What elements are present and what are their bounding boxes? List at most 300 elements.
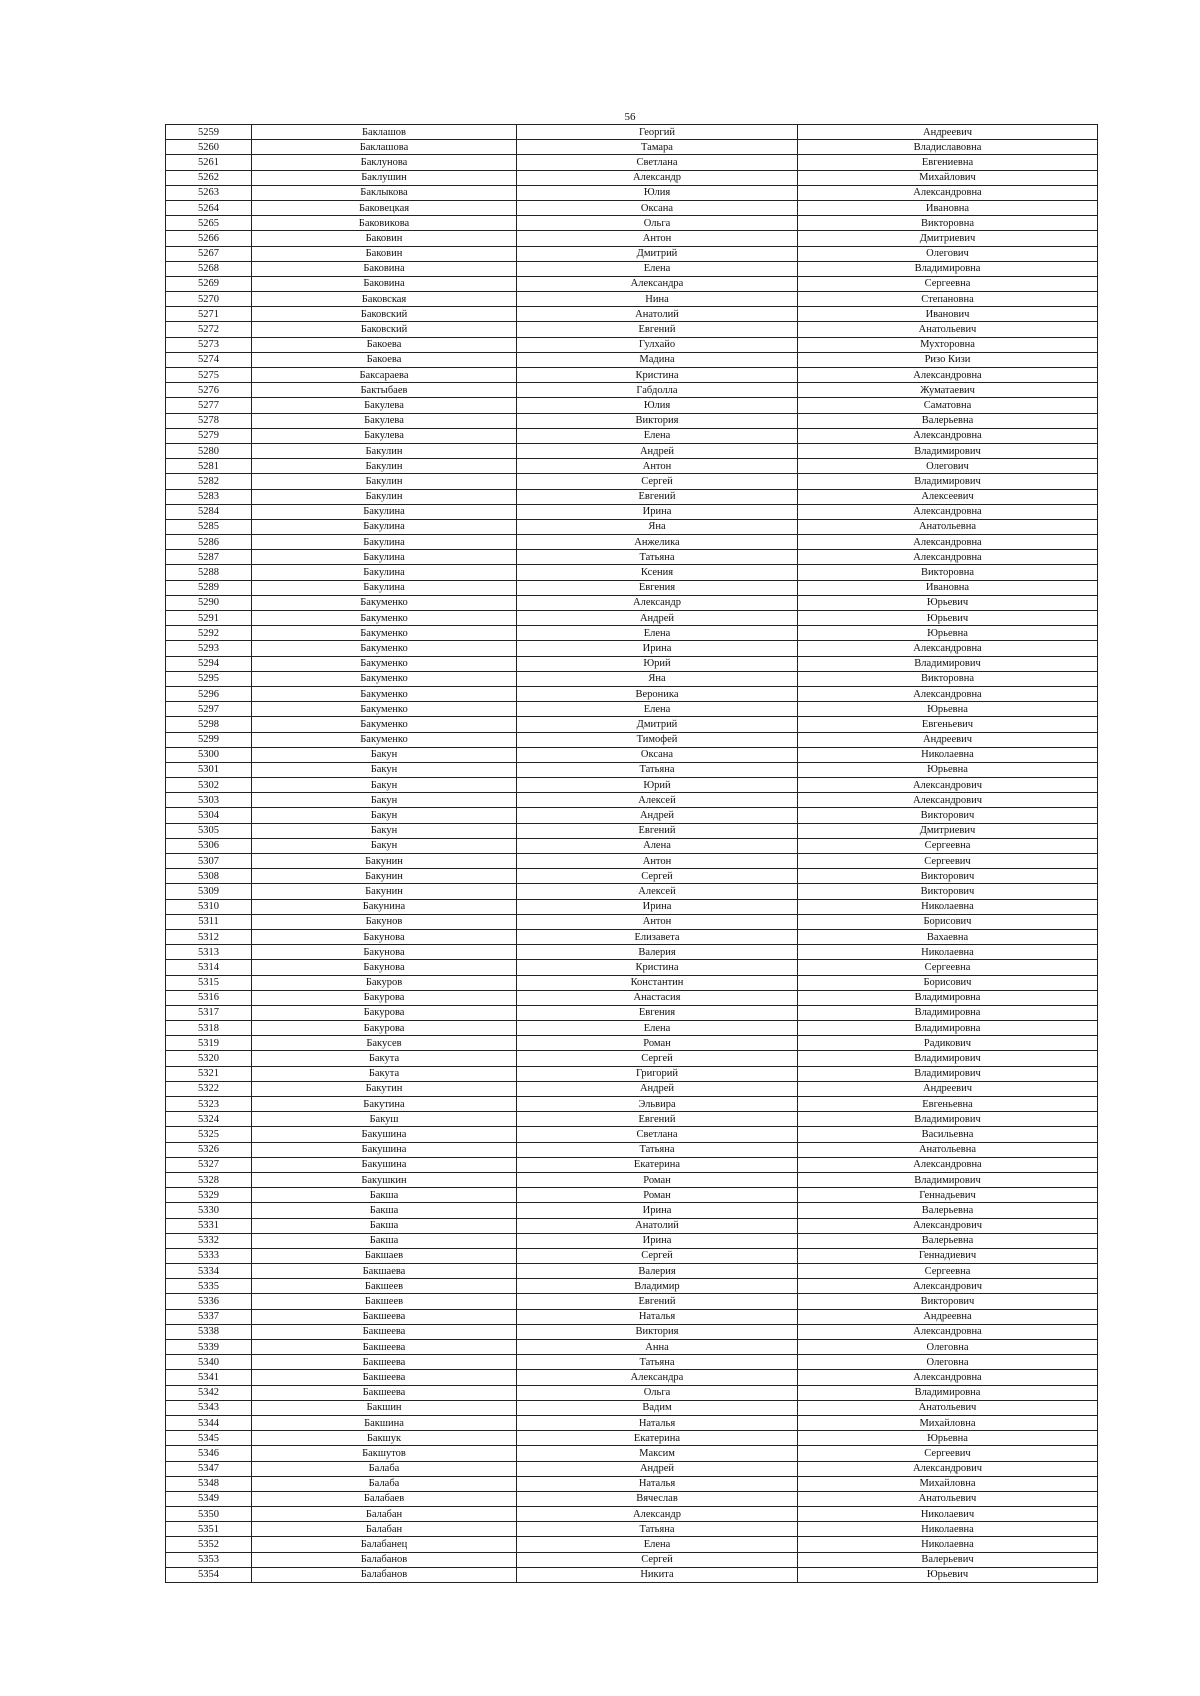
cell-first-name: Виктория bbox=[517, 1324, 798, 1339]
cell-row-number: 5323 bbox=[166, 1097, 252, 1112]
cell-patronymic: Сергеевич bbox=[798, 1446, 1098, 1461]
cell-first-name: Светлана bbox=[517, 1127, 798, 1142]
cell-row-number: 5319 bbox=[166, 1036, 252, 1051]
cell-first-name: Виктория bbox=[517, 413, 798, 428]
cell-row-number: 5353 bbox=[166, 1552, 252, 1567]
table-row bbox=[166, 1309, 1098, 1324]
cell-last-name: Бакулина bbox=[252, 550, 517, 565]
cell-patronymic: Викторович bbox=[798, 1294, 1098, 1309]
cell-first-name: Евгений bbox=[517, 823, 798, 838]
table-row bbox=[166, 611, 1098, 626]
cell-first-name: Алексей bbox=[517, 793, 798, 808]
cell-last-name: Баковецкая bbox=[252, 200, 517, 215]
table-row bbox=[166, 762, 1098, 777]
cell-last-name: Бакулева bbox=[252, 398, 517, 413]
cell-last-name: Бакун bbox=[252, 838, 517, 853]
table-row bbox=[166, 1112, 1098, 1127]
cell-last-name: Балаба bbox=[252, 1461, 517, 1476]
cell-first-name: Ольга bbox=[517, 1385, 798, 1400]
registry-table bbox=[165, 124, 1098, 1583]
cell-patronymic: Алексеевич bbox=[798, 489, 1098, 504]
table-row bbox=[166, 1264, 1098, 1279]
cell-first-name: Ирина bbox=[517, 504, 798, 519]
table-row bbox=[166, 292, 1098, 307]
cell-row-number: 5277 bbox=[166, 398, 252, 413]
cell-last-name: Балабанов bbox=[252, 1567, 517, 1582]
cell-last-name: Балаба bbox=[252, 1476, 517, 1491]
table-row bbox=[166, 671, 1098, 686]
cell-row-number: 5282 bbox=[166, 474, 252, 489]
table-row bbox=[166, 140, 1098, 155]
table-row bbox=[166, 1051, 1098, 1066]
cell-row-number: 5283 bbox=[166, 489, 252, 504]
cell-last-name: Бакуров bbox=[252, 975, 517, 990]
cell-first-name: Александр bbox=[517, 1507, 798, 1522]
cell-patronymic: Ивановна bbox=[798, 580, 1098, 595]
cell-patronymic: Радикович bbox=[798, 1036, 1098, 1051]
cell-row-number: 5351 bbox=[166, 1522, 252, 1537]
table-row bbox=[166, 504, 1098, 519]
cell-last-name: Бакуменко bbox=[252, 641, 517, 656]
cell-row-number: 5344 bbox=[166, 1415, 252, 1430]
cell-row-number: 5291 bbox=[166, 611, 252, 626]
cell-last-name: Бакшаев bbox=[252, 1248, 517, 1263]
cell-row-number: 5266 bbox=[166, 231, 252, 246]
cell-last-name: Бакша bbox=[252, 1188, 517, 1203]
table-row bbox=[166, 474, 1098, 489]
table-row bbox=[166, 808, 1098, 823]
table-row bbox=[166, 170, 1098, 185]
table-row bbox=[166, 899, 1098, 914]
cell-row-number: 5310 bbox=[166, 899, 252, 914]
cell-last-name: Бакулина bbox=[252, 535, 517, 550]
cell-row-number: 5354 bbox=[166, 1567, 252, 1582]
cell-patronymic: Сергеевна bbox=[798, 838, 1098, 853]
cell-patronymic: Евгеньевич bbox=[798, 717, 1098, 732]
cell-patronymic: Владиславовна bbox=[798, 140, 1098, 155]
cell-patronymic: Александровна bbox=[798, 535, 1098, 550]
table-row bbox=[166, 185, 1098, 200]
cell-last-name: Бакшеева bbox=[252, 1370, 517, 1385]
cell-row-number: 5269 bbox=[166, 276, 252, 291]
cell-row-number: 5294 bbox=[166, 656, 252, 671]
table-row bbox=[166, 717, 1098, 732]
cell-first-name: Александра bbox=[517, 276, 798, 291]
cell-last-name: Бакунова bbox=[252, 960, 517, 975]
cell-last-name: Бакунин bbox=[252, 869, 517, 884]
cell-last-name: Бакушина bbox=[252, 1127, 517, 1142]
table-row bbox=[166, 975, 1098, 990]
cell-patronymic: Владимирович bbox=[798, 1051, 1098, 1066]
cell-last-name: Бакуменко bbox=[252, 732, 517, 747]
cell-patronymic: Андреевич bbox=[798, 125, 1098, 140]
cell-row-number: 5299 bbox=[166, 732, 252, 747]
cell-row-number: 5330 bbox=[166, 1203, 252, 1218]
cell-last-name: Балабанов bbox=[252, 1552, 517, 1567]
table-row bbox=[166, 155, 1098, 170]
cell-row-number: 5295 bbox=[166, 671, 252, 686]
cell-row-number: 5278 bbox=[166, 413, 252, 428]
cell-patronymic: Сергеевна bbox=[798, 1264, 1098, 1279]
cell-first-name: Анна bbox=[517, 1340, 798, 1355]
cell-patronymic: Вахаевна bbox=[798, 929, 1098, 944]
cell-last-name: Бактыбаев bbox=[252, 383, 517, 398]
cell-patronymic: Анатольевна bbox=[798, 1142, 1098, 1157]
cell-row-number: 5288 bbox=[166, 565, 252, 580]
cell-patronymic: Владимировна bbox=[798, 261, 1098, 276]
cell-first-name: Габдолла bbox=[517, 383, 798, 398]
cell-patronymic: Степановна bbox=[798, 292, 1098, 307]
cell-row-number: 5280 bbox=[166, 443, 252, 458]
table-row bbox=[166, 261, 1098, 276]
cell-first-name: Вероника bbox=[517, 686, 798, 701]
cell-last-name: Баковина bbox=[252, 276, 517, 291]
table-row bbox=[166, 914, 1098, 929]
cell-first-name: Роман bbox=[517, 1172, 798, 1187]
cell-first-name: Татьяна bbox=[517, 1142, 798, 1157]
cell-last-name: Бакшина bbox=[252, 1415, 517, 1430]
cell-row-number: 5349 bbox=[166, 1491, 252, 1506]
table-row bbox=[166, 1142, 1098, 1157]
cell-first-name: Максим bbox=[517, 1446, 798, 1461]
table-row bbox=[166, 1461, 1098, 1476]
cell-last-name: Бакулина bbox=[252, 565, 517, 580]
cell-patronymic: Александровна bbox=[798, 185, 1098, 200]
cell-last-name: Бакушина bbox=[252, 1142, 517, 1157]
cell-last-name: Бакунина bbox=[252, 899, 517, 914]
cell-patronymic: Михайлович bbox=[798, 170, 1098, 185]
cell-first-name: Сергей bbox=[517, 1051, 798, 1066]
table-row bbox=[166, 1127, 1098, 1142]
cell-first-name: Сергей bbox=[517, 1248, 798, 1263]
cell-first-name: Елизавета bbox=[517, 929, 798, 944]
cell-patronymic: Олегович bbox=[798, 459, 1098, 474]
cell-patronymic: Михайловна bbox=[798, 1476, 1098, 1491]
table-row bbox=[166, 854, 1098, 869]
cell-first-name: Антон bbox=[517, 914, 798, 929]
cell-last-name: Бакша bbox=[252, 1233, 517, 1248]
cell-first-name: Елена bbox=[517, 1537, 798, 1552]
cell-patronymic: Александрович bbox=[798, 1279, 1098, 1294]
table-row bbox=[166, 1537, 1098, 1552]
cell-last-name: Бакунов bbox=[252, 914, 517, 929]
cell-last-name: Баковин bbox=[252, 246, 517, 261]
cell-first-name: Евгения bbox=[517, 580, 798, 595]
cell-patronymic: Васильевна bbox=[798, 1127, 1098, 1142]
cell-patronymic: Владимировна bbox=[798, 990, 1098, 1005]
cell-patronymic: Александрович bbox=[798, 1461, 1098, 1476]
table-row bbox=[166, 1340, 1098, 1355]
cell-last-name: Баковский bbox=[252, 307, 517, 322]
cell-last-name: Бакуменко bbox=[252, 656, 517, 671]
cell-first-name: Никита bbox=[517, 1567, 798, 1582]
cell-first-name: Елена bbox=[517, 1021, 798, 1036]
cell-last-name: Баковикова bbox=[252, 216, 517, 231]
cell-patronymic: Ризо Кизи bbox=[798, 352, 1098, 367]
table-row bbox=[166, 1552, 1098, 1567]
cell-patronymic: Владимирович bbox=[798, 1066, 1098, 1081]
table-row bbox=[166, 1507, 1098, 1522]
cell-row-number: 5273 bbox=[166, 337, 252, 352]
table-row bbox=[166, 641, 1098, 656]
table-row bbox=[166, 1203, 1098, 1218]
cell-patronymic: Борисович bbox=[798, 914, 1098, 929]
cell-row-number: 5300 bbox=[166, 747, 252, 762]
cell-row-number: 5306 bbox=[166, 838, 252, 853]
table-row bbox=[166, 656, 1098, 671]
cell-patronymic: Юрьевич bbox=[798, 611, 1098, 626]
cell-patronymic: Борисович bbox=[798, 975, 1098, 990]
cell-patronymic: Геннадьевич bbox=[798, 1188, 1098, 1203]
cell-first-name: Юлия bbox=[517, 185, 798, 200]
cell-row-number: 5307 bbox=[166, 854, 252, 869]
cell-last-name: Бакулин bbox=[252, 489, 517, 504]
cell-first-name: Анатолий bbox=[517, 1218, 798, 1233]
table-row bbox=[166, 1431, 1098, 1446]
cell-row-number: 5303 bbox=[166, 793, 252, 808]
cell-row-number: 5343 bbox=[166, 1400, 252, 1415]
cell-first-name: Антон bbox=[517, 854, 798, 869]
cell-row-number: 5305 bbox=[166, 823, 252, 838]
cell-first-name: Юрий bbox=[517, 656, 798, 671]
cell-first-name: Анастасия bbox=[517, 990, 798, 1005]
cell-patronymic: Александрович bbox=[798, 778, 1098, 793]
table-row bbox=[166, 1567, 1098, 1582]
cell-row-number: 5312 bbox=[166, 929, 252, 944]
cell-row-number: 5350 bbox=[166, 1507, 252, 1522]
cell-last-name: Балабаев bbox=[252, 1491, 517, 1506]
cell-last-name: Бакурова bbox=[252, 1021, 517, 1036]
cell-patronymic: Дмитриевич bbox=[798, 231, 1098, 246]
cell-first-name: Елена bbox=[517, 428, 798, 443]
cell-last-name: Бакун bbox=[252, 808, 517, 823]
table-row bbox=[166, 1233, 1098, 1248]
cell-last-name: Баксараева bbox=[252, 368, 517, 383]
cell-patronymic: Андреевич bbox=[798, 732, 1098, 747]
cell-row-number: 5297 bbox=[166, 702, 252, 717]
cell-last-name: Бакун bbox=[252, 762, 517, 777]
cell-patronymic: Валерьевна bbox=[798, 1233, 1098, 1248]
cell-last-name: Бакун bbox=[252, 747, 517, 762]
cell-first-name: Вадим bbox=[517, 1400, 798, 1415]
cell-patronymic: Юрьевич bbox=[798, 595, 1098, 610]
table-row bbox=[166, 1491, 1098, 1506]
cell-last-name: Бакулин bbox=[252, 459, 517, 474]
cell-last-name: Бакуменко bbox=[252, 686, 517, 701]
cell-patronymic: Александровна bbox=[798, 504, 1098, 519]
table-row bbox=[166, 945, 1098, 960]
cell-row-number: 5313 bbox=[166, 945, 252, 960]
cell-last-name: Бакулина bbox=[252, 580, 517, 595]
cell-last-name: Бакурова bbox=[252, 1005, 517, 1020]
cell-first-name: Светлана bbox=[517, 155, 798, 170]
cell-last-name: Бакулева bbox=[252, 413, 517, 428]
cell-first-name: Константин bbox=[517, 975, 798, 990]
cell-patronymic: Валерьевна bbox=[798, 413, 1098, 428]
cell-first-name: Роман bbox=[517, 1036, 798, 1051]
cell-first-name: Ксения bbox=[517, 565, 798, 580]
cell-first-name: Яна bbox=[517, 519, 798, 534]
page-number: 56 bbox=[624, 111, 636, 123]
cell-first-name: Эльвира bbox=[517, 1097, 798, 1112]
table-row bbox=[166, 413, 1098, 428]
cell-last-name: Бакулина bbox=[252, 519, 517, 534]
cell-patronymic: Юрьевна bbox=[798, 1431, 1098, 1446]
table-row bbox=[166, 1400, 1098, 1415]
cell-row-number: 5342 bbox=[166, 1385, 252, 1400]
cell-patronymic: Александровна bbox=[798, 641, 1098, 656]
table-row bbox=[166, 580, 1098, 595]
cell-last-name: Бакулин bbox=[252, 474, 517, 489]
cell-patronymic: Юрьевна bbox=[798, 762, 1098, 777]
table-row bbox=[166, 702, 1098, 717]
cell-patronymic: Ивановна bbox=[798, 200, 1098, 215]
cell-row-number: 5262 bbox=[166, 170, 252, 185]
registry-table-body bbox=[166, 125, 1098, 1583]
table-row bbox=[166, 276, 1098, 291]
table-row bbox=[166, 595, 1098, 610]
cell-row-number: 5292 bbox=[166, 626, 252, 641]
cell-patronymic: Сергеевна bbox=[798, 960, 1098, 975]
cell-first-name: Евгений bbox=[517, 322, 798, 337]
cell-patronymic: Анатольевна bbox=[798, 519, 1098, 534]
cell-last-name: Баклашова bbox=[252, 140, 517, 155]
cell-patronymic: Михайловна bbox=[798, 1415, 1098, 1430]
cell-patronymic: Николаевич bbox=[798, 1507, 1098, 1522]
cell-row-number: 5326 bbox=[166, 1142, 252, 1157]
cell-first-name: Наталья bbox=[517, 1476, 798, 1491]
cell-row-number: 5272 bbox=[166, 322, 252, 337]
cell-row-number: 5276 bbox=[166, 383, 252, 398]
cell-first-name: Елена bbox=[517, 261, 798, 276]
cell-patronymic: Анатольевич bbox=[798, 322, 1098, 337]
cell-last-name: Бакшеева bbox=[252, 1355, 517, 1370]
table-row bbox=[166, 1188, 1098, 1203]
cell-first-name: Евгения bbox=[517, 1005, 798, 1020]
cell-row-number: 5263 bbox=[166, 185, 252, 200]
cell-patronymic: Валерьевич bbox=[798, 1552, 1098, 1567]
cell-patronymic: Геннадиевич bbox=[798, 1248, 1098, 1263]
table-row bbox=[166, 443, 1098, 458]
cell-first-name: Алена bbox=[517, 838, 798, 853]
cell-first-name: Александр bbox=[517, 170, 798, 185]
cell-first-name: Наталья bbox=[517, 1309, 798, 1324]
cell-first-name: Екатерина bbox=[517, 1157, 798, 1172]
cell-patronymic: Владимирович bbox=[798, 1112, 1098, 1127]
table-row bbox=[166, 1294, 1098, 1309]
cell-first-name: Георгий bbox=[517, 125, 798, 140]
cell-last-name: Бакшаева bbox=[252, 1264, 517, 1279]
cell-last-name: Балабан bbox=[252, 1507, 517, 1522]
cell-patronymic: Евгениевна bbox=[798, 155, 1098, 170]
table-row bbox=[166, 1355, 1098, 1370]
cell-first-name: Тимофей bbox=[517, 732, 798, 747]
cell-last-name: Бакуменко bbox=[252, 626, 517, 641]
cell-patronymic: Андреевич bbox=[798, 1081, 1098, 1096]
cell-first-name: Юрий bbox=[517, 778, 798, 793]
cell-patronymic: Владимирович bbox=[798, 656, 1098, 671]
cell-row-number: 5289 bbox=[166, 580, 252, 595]
cell-patronymic: Александровна bbox=[798, 686, 1098, 701]
cell-last-name: Бакшеева bbox=[252, 1340, 517, 1355]
cell-last-name: Баклашов bbox=[252, 125, 517, 140]
cell-last-name: Бакулина bbox=[252, 504, 517, 519]
cell-last-name: Бакун bbox=[252, 778, 517, 793]
cell-row-number: 5340 bbox=[166, 1355, 252, 1370]
cell-first-name: Владимир bbox=[517, 1279, 798, 1294]
cell-last-name: Бакша bbox=[252, 1203, 517, 1218]
cell-last-name: Бакоева bbox=[252, 337, 517, 352]
cell-first-name: Валерия bbox=[517, 945, 798, 960]
cell-patronymic: Александрович bbox=[798, 1218, 1098, 1233]
cell-last-name: Бакун bbox=[252, 823, 517, 838]
table-row bbox=[166, 368, 1098, 383]
cell-last-name: Бакшеев bbox=[252, 1279, 517, 1294]
cell-last-name: Бакоева bbox=[252, 352, 517, 367]
cell-first-name: Ирина bbox=[517, 1233, 798, 1248]
cell-last-name: Бакурова bbox=[252, 990, 517, 1005]
table-row bbox=[166, 489, 1098, 504]
table-row bbox=[166, 200, 1098, 215]
cell-row-number: 5314 bbox=[166, 960, 252, 975]
cell-first-name: Наталья bbox=[517, 1415, 798, 1430]
cell-patronymic: Владимирович bbox=[798, 474, 1098, 489]
cell-patronymic: Викторовна bbox=[798, 671, 1098, 686]
cell-first-name: Андрей bbox=[517, 808, 798, 823]
table-row bbox=[166, 1324, 1098, 1339]
cell-last-name: Бакшеева bbox=[252, 1324, 517, 1339]
cell-row-number: 5287 bbox=[166, 550, 252, 565]
cell-row-number: 5268 bbox=[166, 261, 252, 276]
table-row bbox=[166, 990, 1098, 1005]
cell-patronymic: Николаевна bbox=[798, 899, 1098, 914]
cell-last-name: Бакунова bbox=[252, 929, 517, 944]
cell-first-name: Ирина bbox=[517, 641, 798, 656]
cell-last-name: Бакуменко bbox=[252, 611, 517, 626]
table-row bbox=[166, 1385, 1098, 1400]
table-row bbox=[166, 550, 1098, 565]
table-row bbox=[166, 838, 1098, 853]
table-row bbox=[166, 793, 1098, 808]
cell-last-name: Бакшук bbox=[252, 1431, 517, 1446]
cell-last-name: Бакута bbox=[252, 1051, 517, 1066]
table-row bbox=[166, 322, 1098, 337]
cell-row-number: 5290 bbox=[166, 595, 252, 610]
cell-last-name: Бакшутов bbox=[252, 1446, 517, 1461]
cell-patronymic: Владимирович bbox=[798, 443, 1098, 458]
cell-row-number: 5327 bbox=[166, 1157, 252, 1172]
table-row bbox=[166, 519, 1098, 534]
cell-last-name: Балабан bbox=[252, 1522, 517, 1537]
table-row bbox=[166, 428, 1098, 443]
cell-first-name: Дмитрий bbox=[517, 246, 798, 261]
cell-row-number: 5264 bbox=[166, 200, 252, 215]
cell-patronymic: Владимирович bbox=[798, 1172, 1098, 1187]
cell-row-number: 5281 bbox=[166, 459, 252, 474]
cell-last-name: Баковин bbox=[252, 231, 517, 246]
cell-patronymic: Александровна bbox=[798, 550, 1098, 565]
table-row bbox=[166, 459, 1098, 474]
cell-first-name: Антон bbox=[517, 231, 798, 246]
cell-last-name: Бакутин bbox=[252, 1081, 517, 1096]
cell-row-number: 5338 bbox=[166, 1324, 252, 1339]
cell-row-number: 5332 bbox=[166, 1233, 252, 1248]
cell-row-number: 5335 bbox=[166, 1279, 252, 1294]
cell-row-number: 5324 bbox=[166, 1112, 252, 1127]
cell-first-name: Роман bbox=[517, 1188, 798, 1203]
cell-row-number: 5271 bbox=[166, 307, 252, 322]
cell-row-number: 5279 bbox=[166, 428, 252, 443]
